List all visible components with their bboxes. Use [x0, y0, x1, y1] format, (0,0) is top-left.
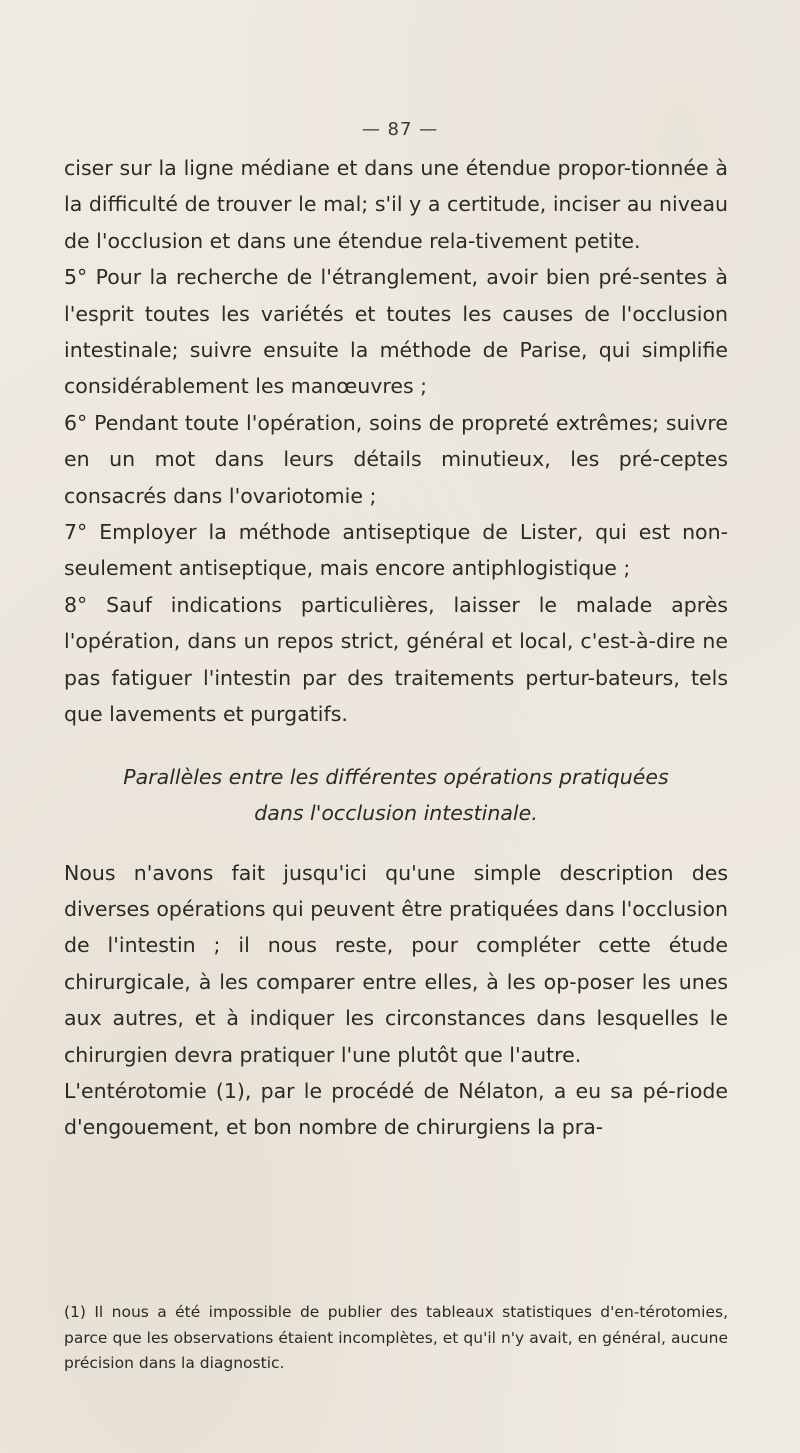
- section-heading-line-1: Parallèles entre les différentes opérations pratiquées: [123, 764, 669, 789]
- list-item-6: 6° Pendant toute l'opération, soins de propreté extrêmes; suivre en un mot dans leurs détails minutieux, les pré-ceptes consacrés dans l'ovariotomie ;: [64, 410, 728, 508]
- section-heading: [64, 759, 728, 831]
- list-item-8: 8° Sauf indications particulières, laisser le malade après l'opération, dans un repos strict, général et local, c'est-à-dire ne pas fatiguer l'intestin par des traitements pertur-bateurs, tels que lavements et purgatifs.: [64, 592, 728, 727]
- footnote-text: (1) Il nous a été impossible de publier des tableaux statistiques d'en-térotomies, parce que les observations étaient incomplètes, et qu'il n'y avait, en général, aucune précision dans la diagnostic.: [64, 1303, 728, 1372]
- list-item-7: 7° Employer la méthode antiseptique de Lister, qui est non-seulement antiseptique, mais encore antiphlogistique ;: [64, 520, 728, 581]
- intro-paragraph: ciser sur la ligne médiane et dans une étendue propor-tionnée à la difficulté de trouver le mal; s'il y a certitude, inciser au niveau de l'occlusion et dans une étendue rela-tivement petite.: [64, 156, 728, 253]
- paragraph-comparison: Nous n'avons fait jusqu'ici qu'une simple description des diverses opérations qui peuvent être pratiquées dans l'occlusion de l'intestin ; il nous reste, pour compléter cette étude chirurgicale, à les comparer entre elles, à les op-poser les unes aux autres, et à indiquer les circonstances dans lesquelles le chirurgien devra pratiquer l'une plutôt que l'autre.: [64, 860, 728, 1067]
- section-heading-line-2: dans l'occlusion intestinale.: [254, 800, 538, 825]
- list-item-5: 5° Pour la recherche de l'étranglement, avoir bien pré-sentes à l'esprit toutes les variétés et toutes les causes de l'occlusion intestinale; suivre ensuite la méthode de Parise, qui simplifie considérablement les manœuvres ;: [64, 265, 728, 399]
- page-number: — 87 —: [361, 119, 439, 140]
- footnote: [64, 1300, 728, 1377]
- body-text: [64, 150, 728, 1146]
- paragraph-enterotomy: L'entérotomie (1), par le procédé de Nélaton, a eu sa pé-riode d'engouement, et bon nombre de chirurgiens la pra-: [64, 1078, 728, 1140]
